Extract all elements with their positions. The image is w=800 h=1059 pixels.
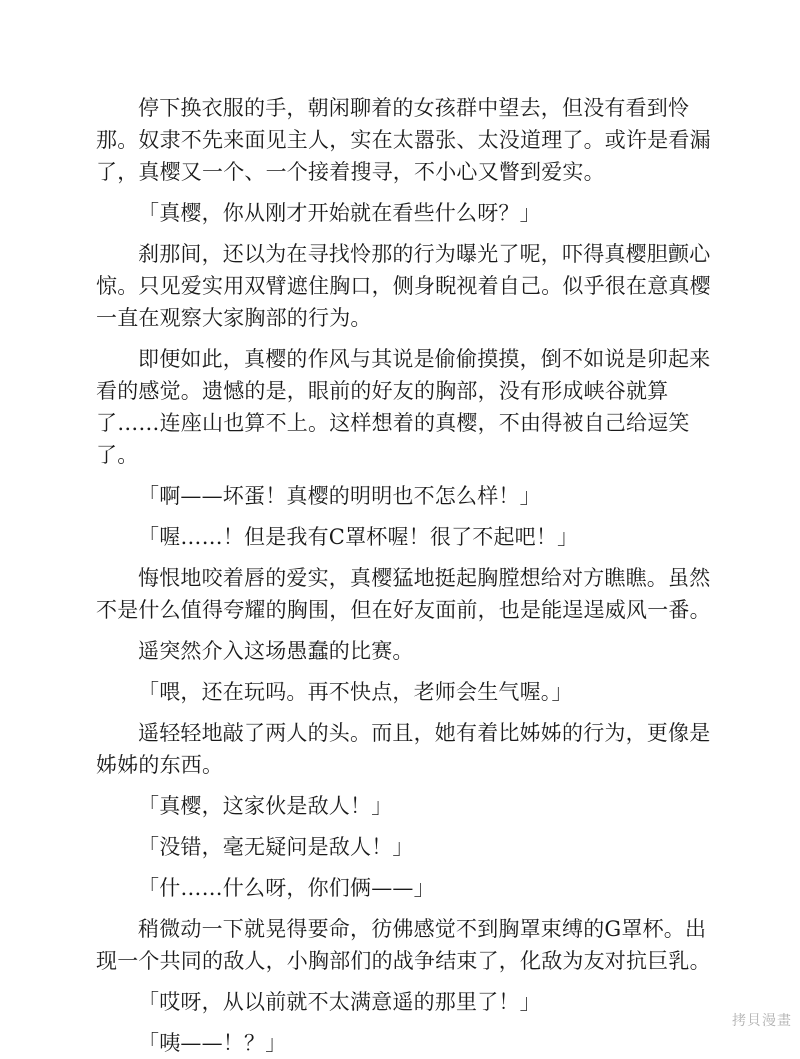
- dialogue-line: 「真樱，这家伙是敌人！」: [138, 794, 393, 818]
- paragraph: 遥轻轻地敲了两人的头。而且，她有着比姊姊的行为，更像是姊姊的东西。: [96, 721, 711, 777]
- paragraph: 停下换衣服的手，朝闲聊着的女孩群中望去，但没有看到怜那。奴隶不先来面见主人，实在太嚣张、太没道理了。或许是看漏了，真樱又一个、一个接着搜寻，不小心又瞥到爱实。: [96, 96, 711, 184]
- dialogue-line: 「喔……！但是我有C罩杯喔！很了不起吧！」: [138, 525, 579, 549]
- dialogue-line: 「咦——！？」: [138, 1031, 287, 1055]
- dialogue-line: 「没错，毫无疑问是敌人！」: [138, 835, 414, 859]
- dialogue-line: 「啊——坏蛋！真樱的明明也不怎么样！」: [138, 484, 541, 508]
- paragraph: 稍微动一下就晃得要命，彷佛感觉不到胸罩束缚的G罩杯。出现一个共同的敌人，小胸部们的战争结束了，化敌为友对抗巨乳。: [96, 917, 711, 973]
- paragraph: 悔恨地咬着唇的爱实，真樱猛地挺起胸膛想给对方瞧瞧。虽然不是什么值得夸耀的胸围，但在好友面前，也是能逞逞威风一番。: [96, 566, 711, 622]
- dialogue-line: 「真樱，你从刚才开始就在看些什么呀？」: [138, 201, 541, 225]
- paragraph: 即便如此，真樱的作风与其说是偷偷摸摸，倒不如说是卯起来看的感觉。遗憾的是，眼前的好友的胸部，没有形成峡谷就算了……连座山也算不上。这样想着的真樱，不由得被自己给逗笑了。: [96, 347, 711, 467]
- dialogue-line: 「哎呀，从以前就不太满意遥的那里了！」: [138, 990, 541, 1014]
- dialogue-line: 「什……什么呀，你们俩——」: [138, 876, 435, 900]
- body-text: [96, 92, 716, 1059]
- paragraph: 遥突然介入这场愚蠢的比赛。: [138, 639, 414, 663]
- watermark: 拷貝漫畫: [732, 1013, 792, 1029]
- dialogue-line: 「喂，还在玩吗。再不快点，老师会生气喔。」: [138, 680, 573, 704]
- paragraph: 刹那间，还以为在寻找怜那的行为曝光了呢，吓得真樱胆颤心惊。只见爱实用双臂遮住胸口，侧身睨视着自己。似乎很在意真樱一直在观察大家胸部的行为。: [96, 242, 711, 330]
